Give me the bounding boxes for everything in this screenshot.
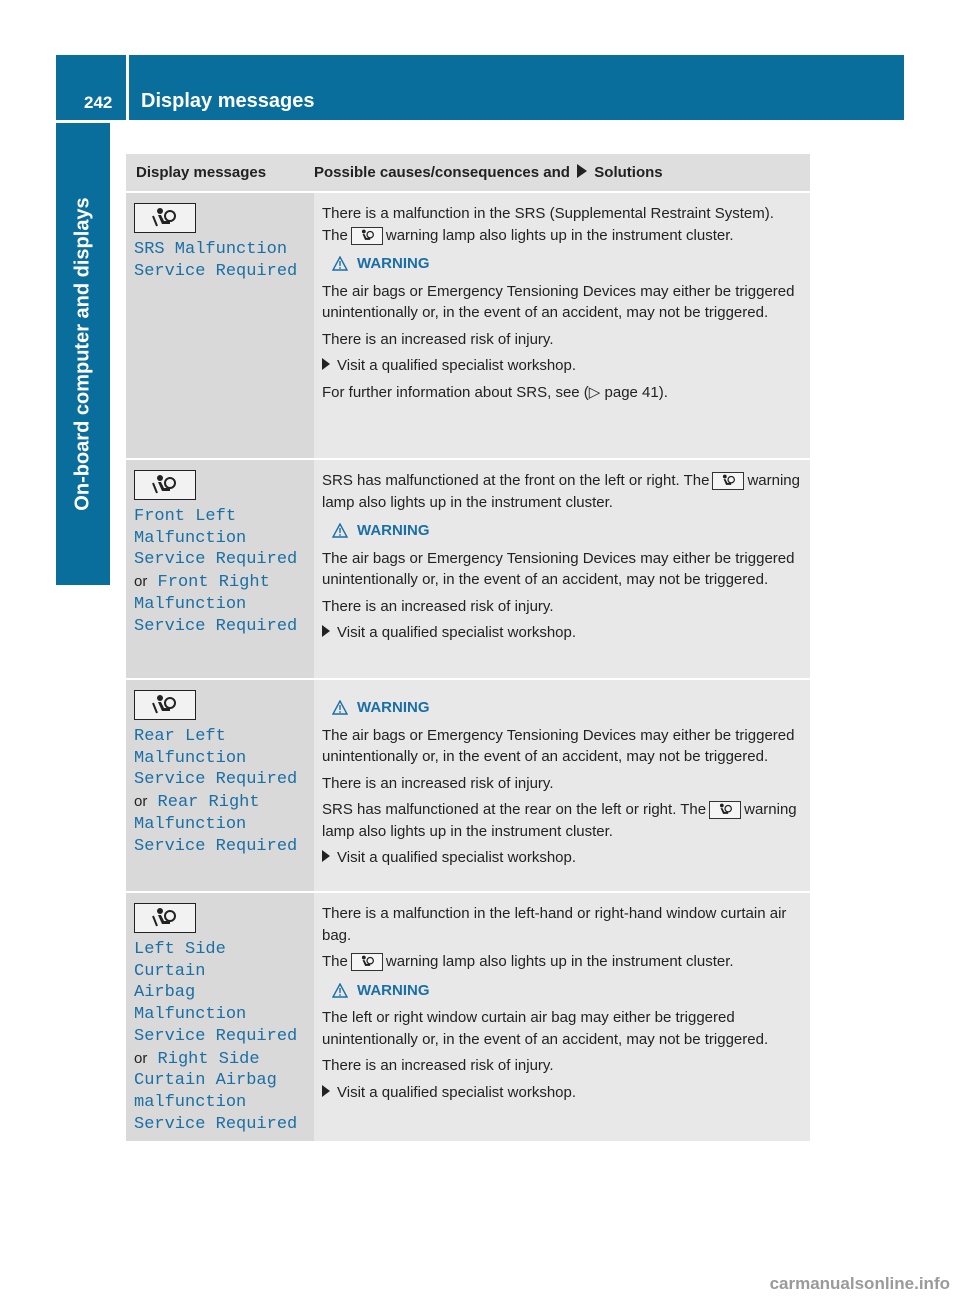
page-ref-arrow-icon: ▷ <box>588 383 601 401</box>
message-cell <box>126 893 314 1141</box>
table-row <box>126 458 810 678</box>
step-arrow-icon <box>322 1085 330 1097</box>
solution-step: Visit a qualified specialist workshop. <box>322 847 802 869</box>
warning-heading: WARNING <box>332 980 802 1002</box>
airbag-warning-icon <box>134 470 196 500</box>
page-number: 242 <box>84 93 113 112</box>
solution-step: Visit a qualified specialist workshop. <box>322 1082 802 1104</box>
table-header <box>126 154 810 191</box>
display-message: SRS Malfunction Service Required <box>134 240 298 281</box>
cause-text: SRS has malfunctioned at the rear on the left or right. The warning lamp also lights up in the instrument cluster. <box>322 801 797 840</box>
airbag-warning-icon <box>134 903 196 933</box>
airbag-warning-icon <box>134 690 196 720</box>
solution-arrow-icon <box>577 164 587 178</box>
table-row <box>126 891 810 1141</box>
risk-text: There is an increased risk of injury. <box>322 330 554 348</box>
airbag-warning-icon <box>709 801 741 819</box>
warning-heading: WARNING <box>332 697 802 719</box>
airbag-warning-icon <box>712 472 744 490</box>
risk-text: There is an increased risk of injury. <box>322 1057 554 1074</box>
display-messages-table <box>126 154 810 1141</box>
warning-triangle-icon <box>332 256 348 271</box>
warning-text: The air bags or Emergency Tensioning Devices may either be triggered unintentionally or, in the event of an accident, may not be triggered. <box>322 282 795 321</box>
solution-step: Visit a qualified specialist workshop. <box>322 355 802 377</box>
warning-text: The left or right window curtain air bag may either be triggered unintentionally or, in the event of an accident, may not be triggered. <box>322 1009 769 1048</box>
warning-triangle-icon <box>332 700 348 715</box>
message-cell <box>126 460 314 678</box>
step-arrow-icon <box>322 625 330 637</box>
airbag-warning-icon <box>351 227 383 245</box>
risk-text: There is an increased risk of injury. <box>322 774 554 792</box>
display-message: Front Left Malfunction Service Required or Front Right Malfunction Service Required <box>134 507 298 636</box>
cause-text: There is a malfunction in the SRS (Supplemental Restraint System). The warning lamp also lights up in the instrument cluster. <box>322 205 774 244</box>
further-info: For further information about SRS, see (▷ page 41). <box>322 383 668 401</box>
warning-text: The air bags or Emergency Tensioning Devices may either be triggered unintentionally or, in the event of an accident, may not be triggered. <box>322 549 795 588</box>
display-message: Left Side Curtain Airbag Malfunction Service Required or Right Side Curtain Airbag malfunction Service Required <box>134 940 298 1134</box>
cause-text: SRS has malfunctioned at the front on the left or right. The warning lamp also lights up in the instrument cluster. <box>322 472 800 511</box>
message-cell <box>126 680 314 891</box>
warning-heading: WARNING <box>332 253 802 275</box>
watermark: carmanualsonline.info <box>769 1274 950 1293</box>
solution-cell <box>314 680 810 891</box>
side-tab-label: On-board computer and displays <box>71 197 94 511</box>
header-display-messages: Display messages <box>136 164 267 181</box>
airbag-warning-icon <box>134 203 196 233</box>
table-row <box>126 678 810 891</box>
display-message: Rear Left Malfunction Service Required or Rear Right Malfunction Service Required <box>134 727 298 856</box>
warning-triangle-icon <box>332 523 348 538</box>
airbag-warning-icon <box>351 953 383 971</box>
lamp-text: The warning lamp also lights up in the instrument cluster. <box>322 953 734 970</box>
solution-cell <box>314 460 810 678</box>
table-row <box>126 191 810 458</box>
page-title: Display messages <box>141 90 315 112</box>
cause-text: There is a malfunction in the left-hand or right-hand window curtain air bag. <box>322 905 787 944</box>
step-arrow-icon <box>322 850 330 862</box>
solution-cell <box>314 893 810 1141</box>
warning-heading: WARNING <box>332 520 802 542</box>
solution-step: Visit a qualified specialist workshop. <box>322 622 802 644</box>
solution-cell <box>314 193 810 458</box>
step-arrow-icon <box>322 358 330 370</box>
message-cell <box>126 193 314 458</box>
header-causes-solutions: Possible causes/consequences and Solutions <box>314 164 663 181</box>
warning-text: The air bags or Emergency Tensioning Devices may either be triggered unintentionally or, in the event of an accident, may not be triggered. <box>322 726 795 765</box>
warning-triangle-icon <box>332 983 348 998</box>
risk-text: There is an increased risk of injury. <box>322 597 554 615</box>
